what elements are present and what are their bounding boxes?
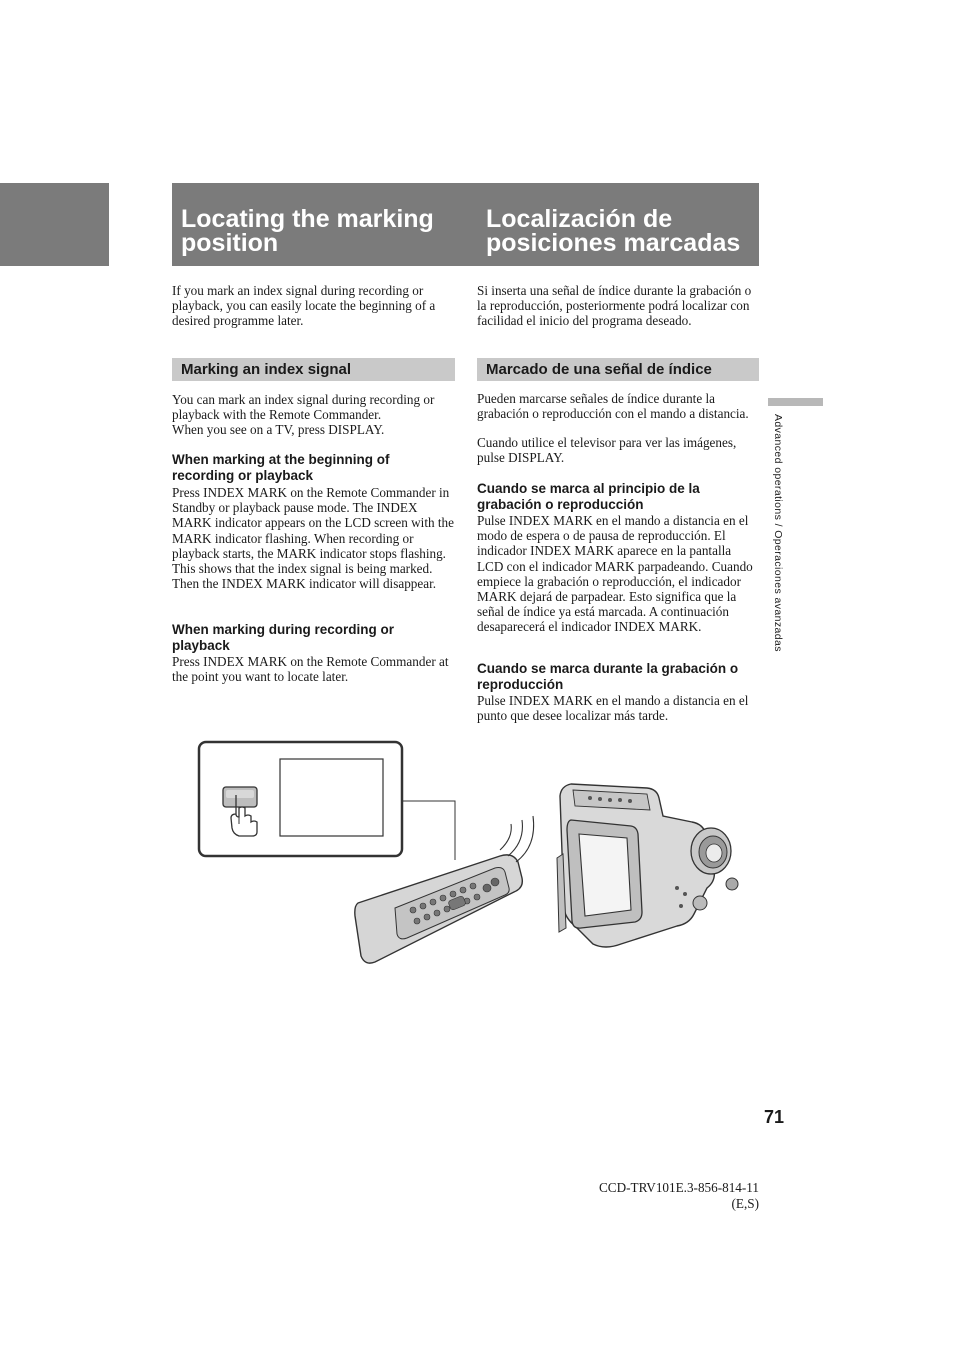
sub2-body-es: Pulse INDEX MARK en el mando a distancia en el punto que desee localizar más tarde. [477, 693, 749, 724]
section-title-es: Marcado de una señal de índice [486, 361, 712, 378]
remote-commander [355, 855, 523, 963]
page-number: 71 [764, 1107, 785, 1127]
lcd-screen-display [280, 759, 383, 836]
intro-en: If you mark an index signal during recording or playback, you can easily locate the beginning of a desired programme later. [172, 283, 436, 329]
section-body-2-es: Cuando utilice el televisor para ver las imágenes, pulse DISPLAY. [477, 435, 737, 466]
sub1-title-en: When marking at the beginning of recording or playback [172, 452, 390, 483]
sub1-title-es: Cuando se marca al principio de la grabación o reproducción [477, 481, 700, 512]
page-title-es: Localización de posiciones marcadas [486, 205, 741, 257]
sub2-body-en: Press INDEX MARK on the Remote Commander at the point you want to locate later. [172, 654, 449, 685]
page-title-en: Locating the marking position [181, 205, 434, 257]
section-body-1-es: Pueden marcarse señales de índice durante la grabación o reproducción con el mando a distancia. [477, 391, 749, 422]
sub1-body-es: Pulse INDEX MARK en el mando a distancia en el modo de espera o de pausa de reproducción. El indicador INDEX MARK aparece en la pantalla LCD con el indicador MARK parpadeando. Cuando empiece la grabación o reproducción, el indicador MARK dejará de parpadear. Esto significa que la señal de índice ya está marcada. A continuación desaparecerá el indicador INDEX MARK. [477, 513, 753, 635]
side-section-label: Advanced operations / Operaciones avanzadas [772, 414, 784, 652]
remote-camcorder-illustration [195, 738, 755, 970]
sub2-title-en: When marking during recording or playback [172, 622, 395, 653]
section-title-en: Marking an index signal [181, 361, 352, 378]
section-body-2-en: When you see on a TV, press DISPLAY. [172, 422, 385, 437]
section-tab-left [0, 183, 109, 266]
sub2-title-es: Cuando se marca durante la grabación o reproducción [477, 661, 739, 692]
sub1-body-en: Press INDEX MARK on the Remote Commander in Standby or playback pause mode. The INDEX MARK indicator appears on the LCD screen with the MARK indicator flashing. When recording or playback starts, the MARK indicator stops flashing. This shows that the index signal is being marked. Then the INDEX MARK indicator will disappear. [172, 485, 454, 592]
side-section-bar [768, 398, 823, 406]
model-code: CCD-TRV101E.3-856-814-11 (E,S) [599, 1180, 759, 1211]
section-bar-es [477, 358, 759, 381]
section-bar-en [172, 358, 455, 381]
camcorder [557, 784, 738, 947]
intro-es: Si inserta una señal de índice durante la grabación o la reproducción, posteriormente podrá localizar con facilidad el inicio del programa deseado. [477, 283, 752, 329]
section-body-1-en: You can mark an index signal during recording or playback with the Remote Commander. [172, 392, 435, 423]
